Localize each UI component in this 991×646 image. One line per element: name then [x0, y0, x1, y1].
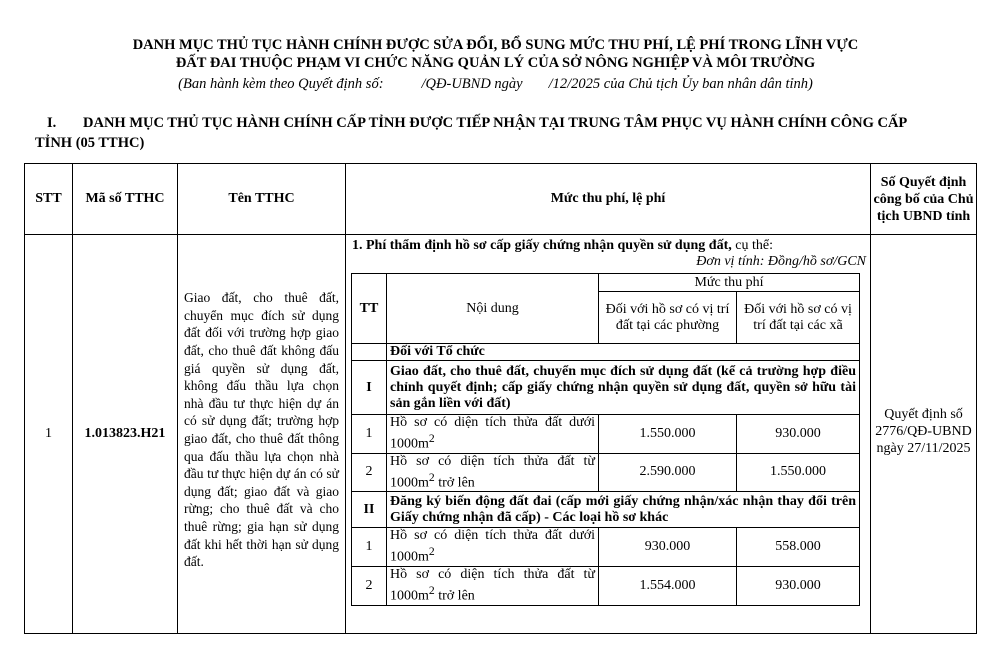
doc-title-line-1: DANH MỤC THỦ TỤC HÀNH CHÍNH ĐƯỢC SỬA ĐỔI, BỔ SUNG MỨC THU PHÍ, LỆ PHÍ TRONG LĨNH VỰC [132, 37, 859, 53]
fee-item-commune: 930.000 [737, 566, 860, 605]
fee-item-commune: 930.000 [737, 415, 860, 454]
row-fee-cell [346, 235, 871, 634]
fee-group-row [352, 361, 860, 415]
row-name: Giao đất, cho thuê đất, chuyển mục đích sử dụng đất đối với trường hợp giao đất, cho thuê đất không đấu giá quyền sử dụng đất, không đấu thầu lựa chọn nhà đầu tư thực hiện dự án có sử dụng đất; trường hợp giao đất, cho thuê đất thông qua đấu thầu lựa chọn nhà đầu tư thực hiện dự án có sử dụng đất; giao đất và giao rừng; cho thuê đất và cho thuê rừng; gia hạn sử dụng đất khi hết thời hạn sử dụng đất. [184, 290, 339, 570]
fee-header-commune: Đối với hồ sơ có vị trí đất tại các xã [737, 292, 860, 344]
fee-header-ward: Đối với hồ sơ có vị trí đất tại các phường [599, 292, 737, 344]
fee-group-roman: I [352, 361, 387, 415]
fee-item-content [387, 566, 599, 605]
row-name-cell [178, 235, 346, 634]
fee-org-label: Đối với Tổ chức [387, 344, 860, 361]
fee-item-commune: 1.550.000 [737, 453, 860, 492]
fee-item-commune: 558.000 [737, 528, 860, 567]
header-name: Tên TTHC [178, 164, 346, 235]
fee-item-tt: 2 [352, 453, 387, 492]
fee-item-text: Hồ sơ có diện tích thửa đất dưới 1000m [390, 528, 595, 565]
fee-item-sup: 2 [428, 432, 435, 445]
table-header-row [25, 164, 977, 235]
fee-item-content [387, 415, 599, 454]
fee-group-title: Đăng ký biến động đất đai (cấp mới giấy chứng nhận/xác nhận thay đổi trên Giấy chứng nhận đã cấp) - Các loại hồ sơ khác [387, 492, 860, 528]
fee-header-row [352, 274, 860, 292]
fee-item-text: Hồ sơ có diện tích thửa đất dưới 1000m [390, 415, 595, 452]
doc-title-line-2: ĐẤT ĐAI THUỘC PHẠM VI CHỨC NĂNG QUẢN LÝ CỦA SỞ NÔNG NGHIỆP VÀ MÔI TRƯỜNG [175, 55, 816, 71]
fee-item-tt: 2 [352, 566, 387, 605]
table-row [25, 235, 977, 634]
header-stt: STT [25, 164, 73, 235]
fee-item-row [352, 566, 860, 605]
header-decision: Số Quyết định công bố của Chủ tịch UBND tỉnh [871, 164, 977, 235]
fee-item-ward: 1.550.000 [599, 415, 737, 454]
section-heading [35, 113, 935, 153]
fee-item-text: Hồ sơ có diện tích thửa đất từ 1000m [390, 566, 595, 604]
header-code: Mã số TTHC [73, 164, 178, 235]
doc-subtitle [0, 75, 991, 93]
fee-org-row [352, 344, 860, 361]
row-code: 1.013823.H21 [73, 235, 178, 634]
section-number: I. [47, 115, 57, 131]
fee-item-sup: 2 [428, 583, 435, 597]
fee-table [351, 273, 860, 606]
fee-heading [352, 238, 773, 254]
fee-item-tt: 1 [352, 528, 387, 567]
fee-item-content [387, 453, 599, 492]
fee-item-ward: 930.000 [599, 528, 737, 567]
fee-header-tt: TT [352, 274, 387, 344]
subtitle-part-3: /12/2025 của Chủ tịch Ủy ban nhân dân tỉnh) [548, 76, 813, 92]
fee-heading-text: 1. Phí thẩm định hồ sơ cấp giấy chứng nhận quyền sử dụng đất, [352, 238, 732, 253]
fee-item-suffix: trở lên [434, 475, 475, 491]
row-decision: Quyết định số 2776/QĐ-UBND ngày 27/11/2025 [875, 406, 972, 456]
fee-item-sup: 2 [428, 545, 435, 559]
fee-group-row [352, 492, 860, 528]
fee-item-suffix: trở lên [434, 588, 475, 604]
subtitle-part-1: (Ban hành kèm theo Quyết định số: [178, 76, 384, 92]
row-decision-cell [871, 235, 977, 634]
fee-item-text: Hồ sơ có diện tích thửa đất từ 1000m [390, 453, 595, 491]
fee-item-row [352, 453, 860, 492]
fee-item-ward: 2.590.000 [599, 453, 737, 492]
fee-item-row [352, 415, 860, 454]
fee-item-content [387, 528, 599, 567]
fee-item-tt: 1 [352, 415, 387, 454]
fee-group-roman: II [352, 492, 387, 528]
section-title: DANH MỤC THỦ TỤC HÀNH CHÍNH CẤP TỈNH ĐƯỢC TIẾP NHẬN TẠI TRUNG TÂM PHỤC VỤ HÀNH CHÍNH CÔNG CẤP TỈNH (05 TTHC) [35, 115, 907, 151]
procedures-table [24, 163, 977, 634]
row-stt: 1 [25, 235, 73, 634]
header-fee: Mức thu phí, lệ phí [346, 164, 871, 235]
fee-header-rate: Mức thu phí [599, 274, 860, 292]
fee-header-content: Nội dung [387, 274, 599, 344]
fee-heading-tail: cụ thể: [735, 238, 773, 253]
subtitle-part-2: /QĐ-UBND ngày [421, 76, 523, 92]
fee-group-title: Giao đất, cho thuê đất, chuyển mục đích sử dụng đất (kể cả trường hợp điều chỉnh quyết định; cấp giấy chứng nhận quyền sử dụng đất, quyền sở hữu tài sản gắn liền với đất) [387, 361, 860, 415]
fee-item-row [352, 528, 860, 567]
fee-item-ward: 1.554.000 [599, 566, 737, 605]
fee-unit: Đơn vị tính: Đồng/hồ sơ/GCN [696, 254, 866, 269]
fee-item-sup: 2 [428, 470, 435, 484]
